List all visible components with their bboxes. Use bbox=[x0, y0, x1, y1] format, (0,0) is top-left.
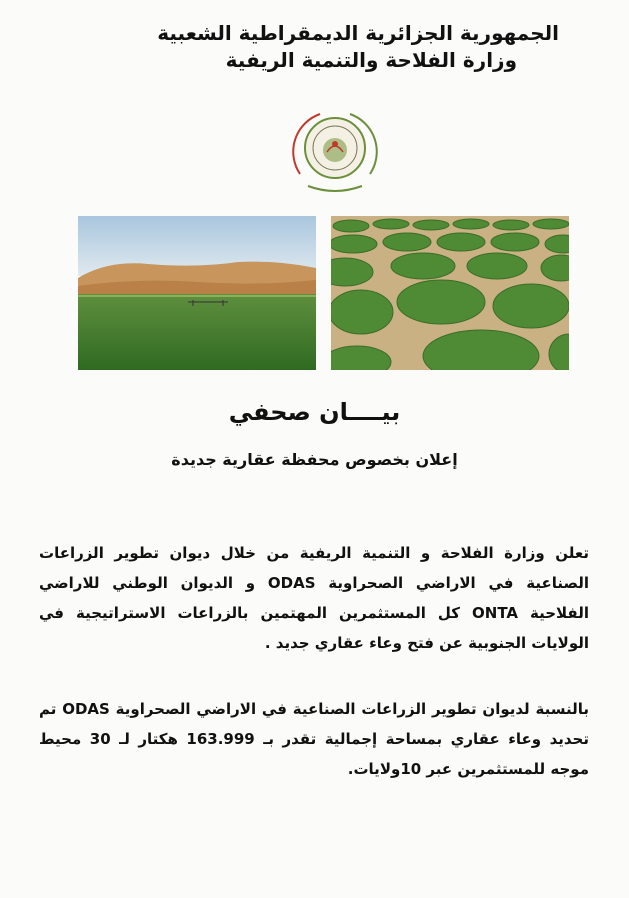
ministry-seal-icon bbox=[286, 104, 384, 196]
sahara-farmland-photo bbox=[78, 216, 316, 370]
center-pivot-fields-photo bbox=[331, 216, 569, 370]
body-paragraph-1: تعلن وزارة الفلاحة و التنمية الريفية من خلال ديوان تطوير الزراعات الصناعية في الاراضي الصحراوية ODAS و الديوان الوطني للاراضي الفلاحية ONTA كل المستثمرين المهتمين بالزراعات الاستراتيجية في الولايات الجنوبية عن فتح وعاء عقاري جديد . bbox=[39, 544, 590, 652]
press-release-title: بيــــان صحفي bbox=[228, 398, 401, 426]
republic-name: الجمهورية الجزائرية الديمقراطية الشعبية bbox=[157, 21, 559, 45]
press-release-subtitle: إعلان بخصوص محفظة عقارية جديدة bbox=[171, 450, 458, 469]
ministry-name: وزارة الفلاحة والتنمية الريفية bbox=[225, 48, 517, 72]
body-paragraph-2: بالنسبة لديوان تطوير الزراعات الصناعية في الاراضي الصحراوية ODAS تم تحديد وعاء عقاري بمساحة إجمالية تقدر بـ 163.999 هكتار لـ 30 محيط موجه للمستثمرين عبر 10ولايات. bbox=[39, 700, 589, 778]
letterhead bbox=[157, 20, 559, 74]
